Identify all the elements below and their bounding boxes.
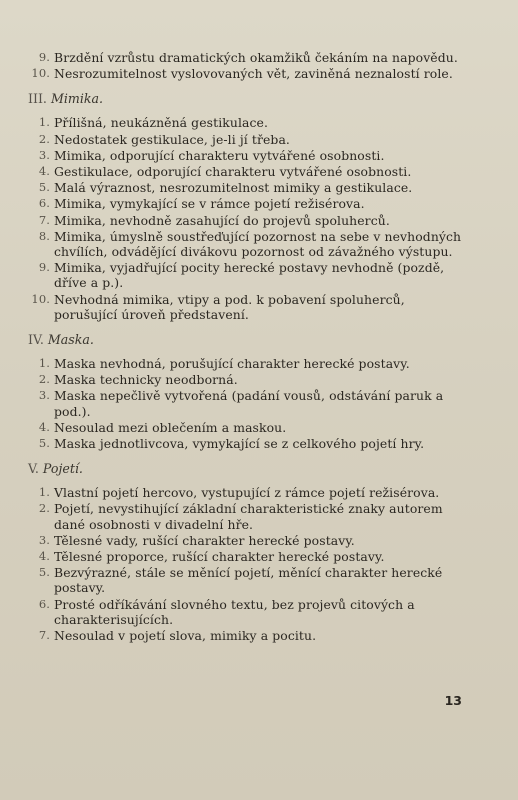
list-item: [28, 66, 470, 81]
item-text: Mimika, nevhodně zasahující do projevů spoluherců.: [54, 212, 390, 228]
section-heading-pojeti: [28, 461, 470, 476]
item-number: 4.: [38, 164, 50, 179]
item-number: 9.: [38, 50, 50, 64]
item-text: Tělesné vady, rušící charakter herecké postavy.: [54, 532, 355, 548]
item-text: Maska jednotlivcova, vymykající se z celkového pojetí hry.: [54, 436, 425, 452]
item-number: 2.: [38, 501, 50, 516]
list-item: [28, 549, 470, 564]
item-number: 3.: [38, 532, 50, 547]
item-text: Nedostatek gestikulace, je-li jí třeba.: [54, 131, 290, 147]
item-text: Nevhodná mimika, vtipy a pod. k pobavení spoluherců, porušující úroveň představení.: [54, 291, 405, 322]
item-text: Malá výraznost, nesrozumitelnost mimiky a gestikulace.: [54, 180, 413, 196]
item-text: Přílišná, neukázněná gestikulace.: [54, 115, 269, 131]
list-item: [28, 565, 470, 595]
list-item: [28, 597, 470, 627]
section-title: Mimika.: [50, 91, 103, 107]
section-heading-mimika: [28, 91, 470, 106]
item-number: 1.: [38, 485, 50, 500]
list-item: [28, 180, 470, 195]
item-number: 10.: [31, 66, 50, 81]
section-list-pojeti: [28, 485, 470, 643]
item-number: 9.: [38, 260, 50, 275]
list-item: [28, 292, 470, 322]
item-text: Nesrozumitelnost vyslovovaných vět, zaviněná neznalostí role.: [54, 66, 453, 82]
list-item: [28, 260, 470, 290]
item-text: Tělesné proporce, rušící charakter herecké postavy.: [54, 549, 385, 565]
list-item: [28, 628, 470, 643]
item-number: 1.: [38, 115, 50, 130]
item-text: Vlastní pojetí hercovo, vystupující z rámce pojetí režisérova.: [54, 485, 440, 501]
item-text: Maska technicky neodborná.: [54, 372, 238, 388]
item-number: 10.: [31, 291, 50, 306]
section-number: III.: [28, 91, 47, 107]
list-item: [28, 485, 470, 500]
item-text: Pojetí, nevystihující základní charakteristické znaky autorem dané osobnosti v divadelní hře.: [54, 501, 443, 532]
section-heading-maska: [28, 332, 470, 347]
list-item: [28, 50, 470, 65]
item-number: 7.: [38, 628, 50, 643]
item-text: Bezvýrazné, stále se měnící pojetí, měnící charakter herecké postavy.: [54, 565, 443, 596]
item-text: Mimika, odporující charakteru vytvářené osobnosti.: [54, 147, 385, 163]
section-number: IV.: [28, 332, 44, 348]
item-text: Prosté odříkávání slovného textu, bez projevů citových a charakterisujících.: [54, 596, 415, 627]
item-number: 6.: [38, 596, 50, 611]
list-item: [28, 501, 470, 531]
item-text: Mimika, vymykající se v rámce pojetí režisérova.: [54, 196, 365, 212]
item-number: 1.: [38, 356, 50, 371]
list-item: [28, 148, 470, 163]
section-list-mimika: [28, 115, 470, 322]
top-list: [28, 50, 470, 81]
item-number: 3.: [38, 147, 50, 162]
list-item: [28, 164, 470, 179]
list-item: [28, 436, 470, 451]
item-text: Maska nepečlivě vytvořená (padání vousů, odstávání paruk a pod.).: [54, 388, 444, 419]
list-item: [28, 420, 470, 435]
section-title: Maska.: [47, 332, 94, 348]
item-number: 4.: [38, 419, 50, 434]
item-text: Mimika, úmyslně soustřeďující pozornost na sebe v nevhodných chvílích, odvádějící divákovu pozornost od závažného výstupu.: [54, 228, 462, 260]
item-number: 7.: [38, 212, 50, 227]
list-item: [28, 533, 470, 548]
item-number: 3.: [38, 388, 50, 403]
list-item: [28, 388, 470, 418]
item-number: 2.: [38, 372, 50, 387]
item-text: Brzdění vzrůstu dramatických okamžiků čekáním na napovědu.: [54, 50, 458, 65]
section-list-maska: [28, 356, 470, 451]
item-number: 5.: [38, 565, 50, 580]
list-item: [28, 196, 470, 211]
list-item: [28, 372, 470, 387]
section-title: Pojetí.: [42, 461, 83, 477]
item-number: 6.: [38, 196, 50, 211]
page-number: 13: [444, 693, 462, 708]
item-number: 8.: [38, 228, 50, 243]
item-number: 5.: [38, 180, 50, 195]
item-number: 4.: [38, 549, 50, 564]
item-text: Nesoulad mezi oblečením a maskou.: [54, 419, 287, 435]
item-number: 5.: [38, 436, 50, 451]
item-text: Gestikulace, odporující charakteru vytvářené osobnosti.: [54, 164, 412, 180]
list-item: [28, 356, 470, 371]
list-item: [28, 132, 470, 147]
list-item: [28, 213, 470, 228]
item-text: Mimika, vyjadřující pocity herecké postavy nevhodně (pozdě, dříve a p.).: [54, 260, 445, 291]
item-number: 2.: [38, 131, 50, 146]
list-item: [28, 229, 470, 259]
item-text: Nesoulad v pojetí slova, mimiky a pocitu.: [54, 628, 317, 644]
item-text: Maska nevhodná, porušující charakter herecké postavy.: [54, 356, 410, 372]
section-number: V.: [28, 461, 39, 477]
list-item: [28, 115, 470, 130]
